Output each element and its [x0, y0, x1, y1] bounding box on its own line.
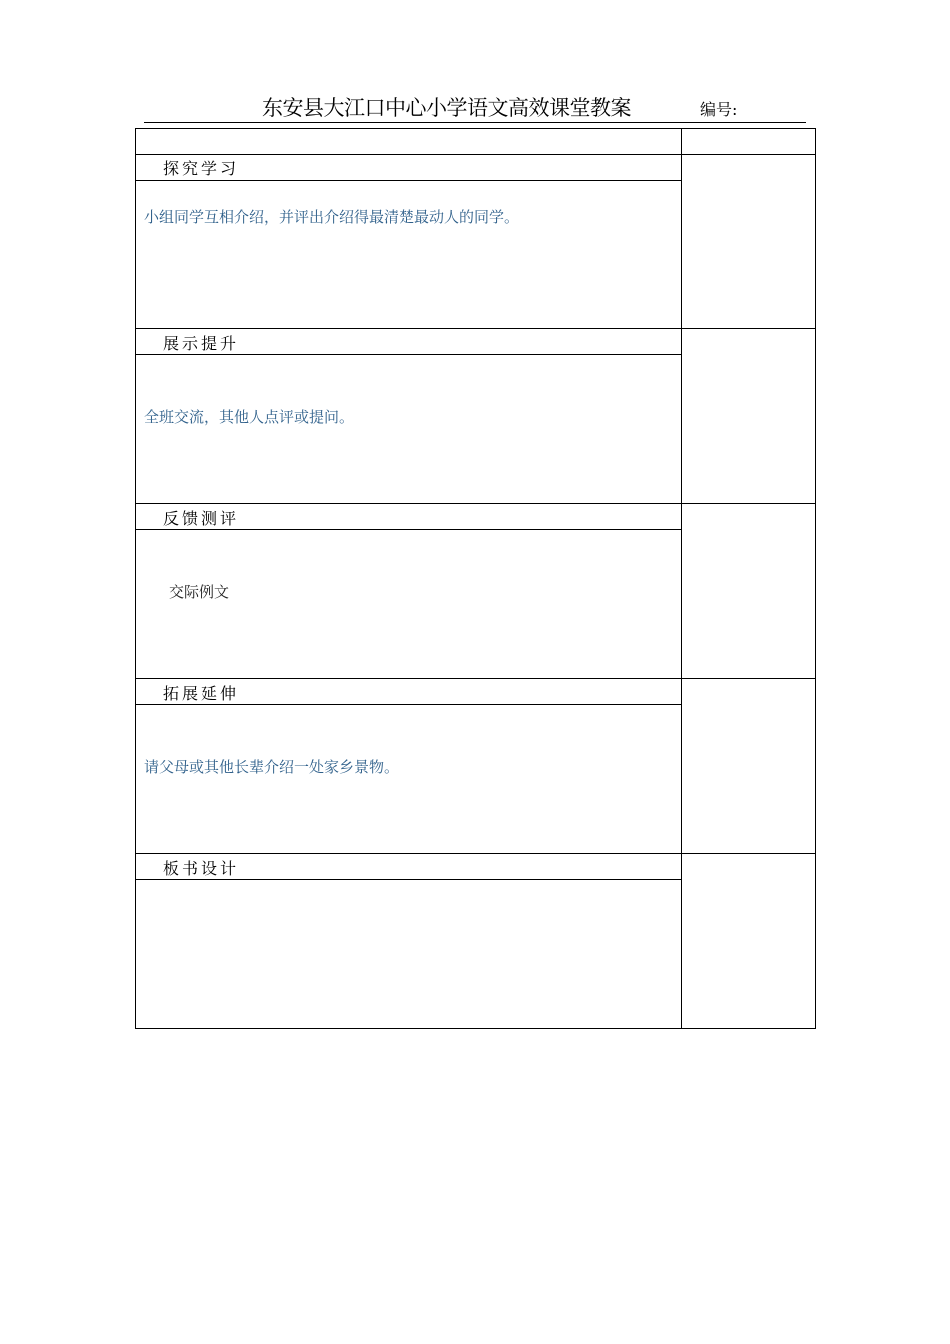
section-divider: [135, 328, 816, 329]
section-label-explore: 探究学习: [163, 159, 240, 178]
document-header: [144, 90, 806, 123]
section-content-feedback: 交际例文: [169, 583, 230, 601]
lesson-plan-table: [135, 128, 816, 1029]
section-divider: [135, 503, 816, 504]
column-divider: [681, 128, 682, 1029]
section-content-explore: 小组同学互相介绍，并评出介绍得最清楚最动人的同学。: [144, 208, 520, 226]
section-header-divider: [135, 180, 681, 181]
section-header-divider: [135, 704, 681, 705]
section-divider: [135, 853, 816, 854]
section-divider: [135, 678, 816, 679]
section-header-divider: [135, 529, 681, 530]
section-header-divider: [135, 354, 681, 355]
section-label-present: 展示提升: [163, 334, 240, 353]
document-title: 东安县大江口中心小学语文高效课堂教案: [262, 96, 631, 120]
section-content-present: 全班交流，其他人点评或提问。: [144, 408, 355, 426]
section-content-extend: 请父母或其他长辈介绍一处家乡景物。: [144, 758, 400, 776]
section-header-divider: [135, 879, 681, 880]
serial-number-label: 编号:: [700, 100, 738, 119]
section-label-extend: 拓展延伸: [163, 684, 240, 703]
section-label-feedback: 反馈测评: [163, 509, 240, 528]
section-label-board: 板书设计: [163, 859, 240, 878]
row-divider: [135, 154, 816, 155]
